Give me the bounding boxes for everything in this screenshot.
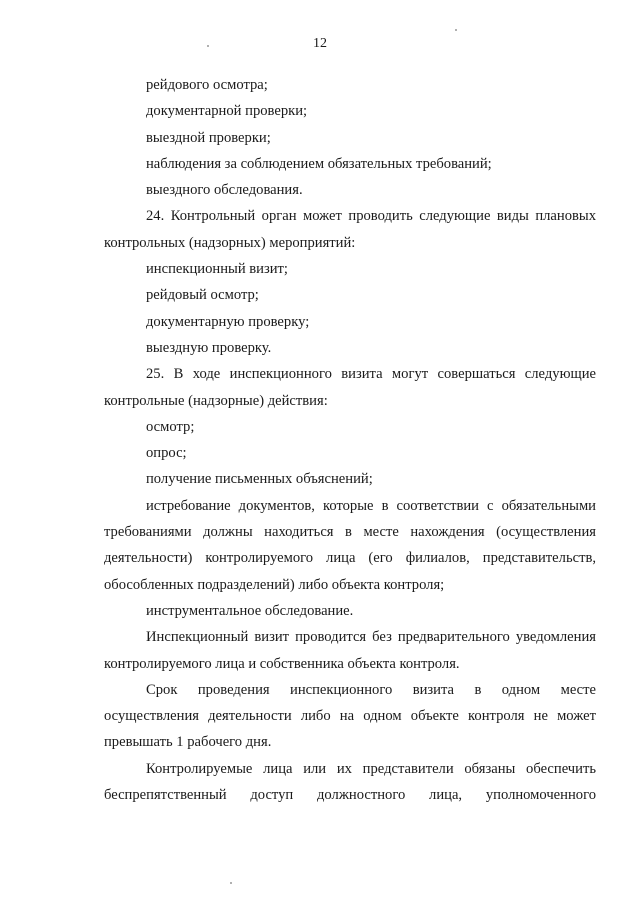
page-number: 12 [313,36,327,51]
text-line: беспрепятственный доступ должностного лица, уполномоченного [104,787,596,804]
document-body [104,77,596,813]
text-line: получение письменных объяснений; [146,471,373,488]
scan-speck [455,29,457,31]
text-line: контрольные (надзорные) действия: [104,392,328,409]
text-line: рейдового осмотра; [146,77,268,93]
text-line: наблюдения за соблюдением обязательных требований; [146,155,492,172]
text-line: осуществления деятельности либо на одном объекте контроля не может [104,708,596,725]
text-line: осмотр; [146,418,195,435]
scan-speck [230,882,232,884]
text-line: 25. В ходе инспекционного визита могут совершаться следующие [146,366,596,383]
text-line: контрольных (надзорных) мероприятий: [104,234,356,251]
text-line: выездную проверку. [146,339,272,356]
scan-speck [207,45,209,47]
text-line: Срок проведения инспекционного визита в одном месте [146,681,596,698]
text-line: документарную проверку; [146,313,310,330]
text-line: рейдовый осмотр; [146,287,259,304]
text-line: инструментальное обследование. [146,602,354,619]
text-line: опрос; [146,445,187,462]
text-line: превышать 1 рабочего дня. [104,734,272,751]
text-line: 24. Контрольный орган может проводить следующие виды плановых [146,208,596,225]
text-line: контролируемого лица и собственника объекта контроля. [104,655,460,672]
text-line: обособленных подразделений) либо объекта контроля; [104,576,445,593]
text-line: Инспекционный визит проводится без предварительного уведомления [146,629,596,646]
text-line: деятельности) контролируемого лица (его филиалов, представительств, [104,550,596,567]
text-line: истребование документов, которые в соответствии с обязательными [146,497,596,514]
text-line: инспекционный визит; [146,261,288,278]
text-line: выездной проверки; [146,129,271,146]
text-line: выездного обследования. [146,182,303,199]
text-line: Контролируемые лица или их представители обязаны обеспечить [146,760,596,777]
text-line: документарной проверки; [146,103,308,120]
text-line: требованиями должны находиться в месте нахождения (осуществления [104,524,596,541]
